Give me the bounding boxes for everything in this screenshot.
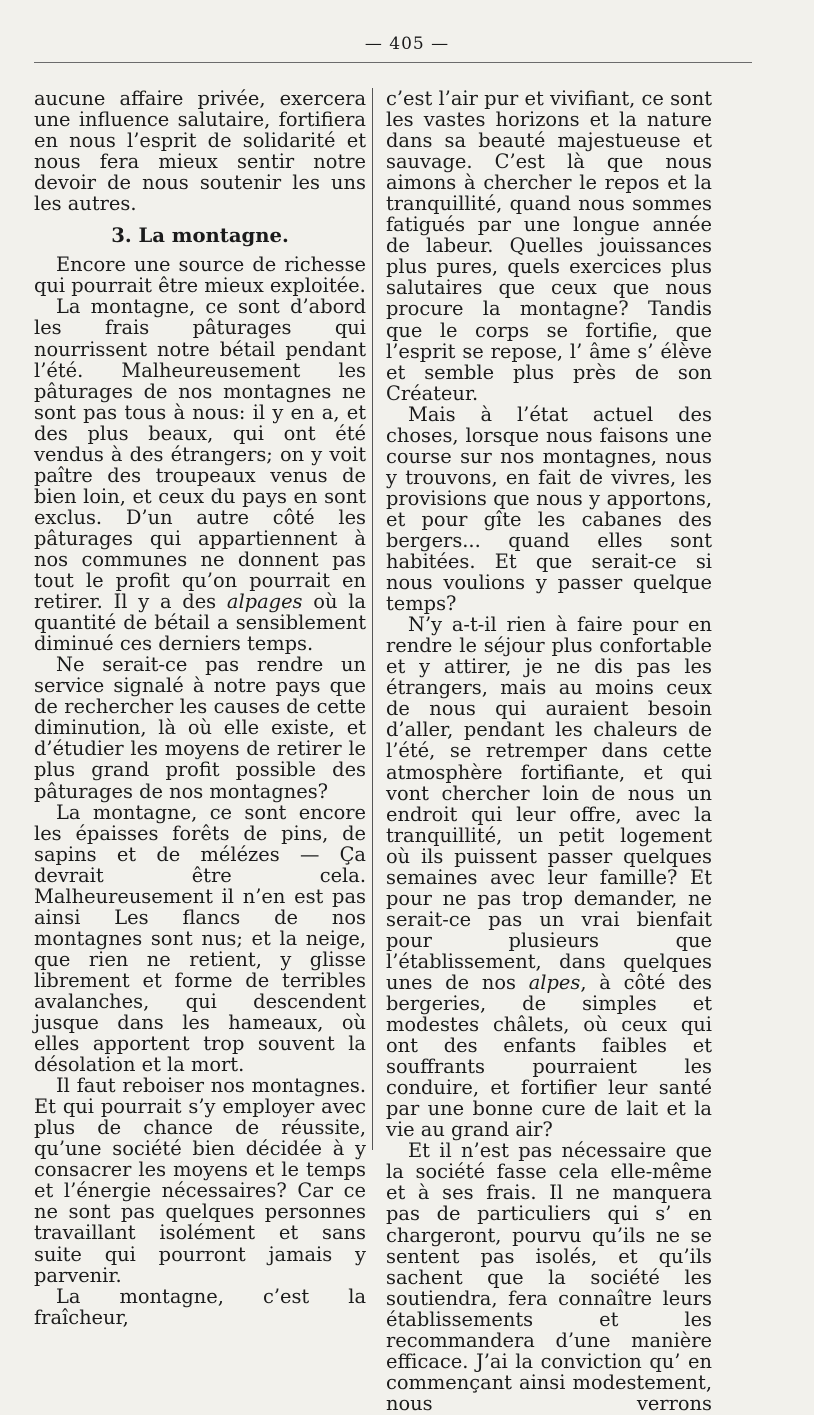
page-number: — 405 — [364, 34, 450, 54]
paragraph: La montagne, c’est la fraîcheur, [34, 1284, 366, 1329]
paragraph [34, 296, 366, 654]
text-run: N’y a-t-il rien à faire pour en rendre le séjour plus confortable et y attirer, je ne dis pas les étrangers, mais au moins ceux de nous qui auraient besoin d’aller, pendant les chaleurs de l’été, se retremper dans cette atmosphère fortifiante, et qui vont chercher loin de nous un endroit qui leur offre, avec la tranquillité, un petit logement où ils puissent passer quelques semaines avec leur famille? Et pour ne pas trop demander, ne serait-ce pas un vrai bienfait pour plusieurs que l’établissement, dans quelques unes de nos [386, 613, 712, 994]
text-run: La montagne, ce sont d’abord les frais pâturages qui nourrissent notre bétail pendant l’été. Malheureusement les pâturages de nos montagnes ne sont pas tous à nous: il y en a, et des plus beaux, qui ont été vendus à des étrangers; on y voit paître des troupeaux venus de bien loin, et ceux du pays en sont exclus. D’un autre côté les pâturages qui appartiennent à nos communes ne donnent pas tout le profit qu’on pourrait en retirer. Il y a des [34, 295, 366, 614]
paragraph: Encore une source de richesse qui pourrait être mieux exploitée. [34, 253, 366, 298]
column-divider [372, 88, 373, 1150]
header-rule [34, 62, 752, 63]
italic-term: alpages [226, 590, 303, 614]
paragraph: Et il n’est pas nécessaire que la société fasse cela elle-même et à ses frais. Il ne manquera pas de particuliers qui s’ en chargeront, pourvu qu’ils ne se sentent pas isolés, et qu’ils sachent que la société les soutiendra, fera connaître leurs établissements et les recommandera d’une manière efficace. J’ai la conviction qu’ en commençant ainsi modestement, nous verrons [386, 1139, 712, 1415]
paragraph: c’est l’air pur et vivifiant, ce sont les vastes horizons et la nature dans sa beauté majestueuse et sauvage. C’est là que nous aimons à chercher le repos et la tranquillité, quand nous sommes fatigués par une longue année de labeur. Quelles jouissances plus pures, quels exercices plus salutaires que ceux que nous procure la montagne? Tandis que le corps se fortifie, que l’esprit se repose, l’ âme s’ élève et semble plus près de son Créateur. [386, 87, 712, 405]
text-run: où la quantité de bétail a sensiblement diminué ces derniers temps. [34, 590, 366, 656]
right-column [386, 88, 712, 1414]
left-column [34, 88, 366, 1328]
paragraph: aucune affaire privée, exercera une influence salutaire, fortifiera en nous l’esprit de solidarité et nous fera mieux sentir notre devoir de nous soutenir les uns les autres. [34, 87, 366, 216]
paragraph: Il faut reboiser nos montagnes. Et qui pourrait s’y employer avec plus de chance de réussite, qu’une société bien décidée à y consacrer les moyens et le temps et l’énergie nécessaires? Car ce ne sont pas quelques personnes travaillant isolément et sans suite qui pourront jamais y parvenir. [34, 1074, 366, 1287]
paragraph: Mais à l’état actuel des choses, lorsque nous faisons une course sur nos montagnes, nous y trouvons, en fait de vivres, les provisions que nous y apportons, et pour gîte les cabanes des bergers... quand elles sont habitées. Et que serait-ce si nous voulions y passer quelque temps? [386, 402, 712, 616]
section-heading: 3. La montagne. [111, 224, 289, 248]
paragraph: La montagne, ce sont encore les épaisses forêts de pins, de sapins et de mélézes — Ça devrait être cela. Malheureusement il n’en est pas ainsi Les flancs de nos montagnes sont nus; et la neige, que rien ne retient, y glisse librement et forme de terribles avalanches, qui descendent jusque dans les hameaux, où elles apportent trop souvent la désolation et la mort. [34, 800, 366, 1077]
italic-term: alpes [528, 970, 581, 994]
paragraph: Ne serait-ce pas rendre un service signalé à notre pays que de rechercher les causes de cette diminution, là où elle existe, et d’étudier les moyens de retirer le plus grand profit possible des pâturages de nos montagnes? [34, 653, 366, 803]
text-run: , à côté des bergeries, de simples et modestes châlets, où ceux qui ont des enfants faibles et souffrants pourraient les conduire, et fortifier leur santé par une bonne cure de lait et la vie au grand air? [386, 970, 712, 1142]
paragraph [386, 614, 712, 1140]
